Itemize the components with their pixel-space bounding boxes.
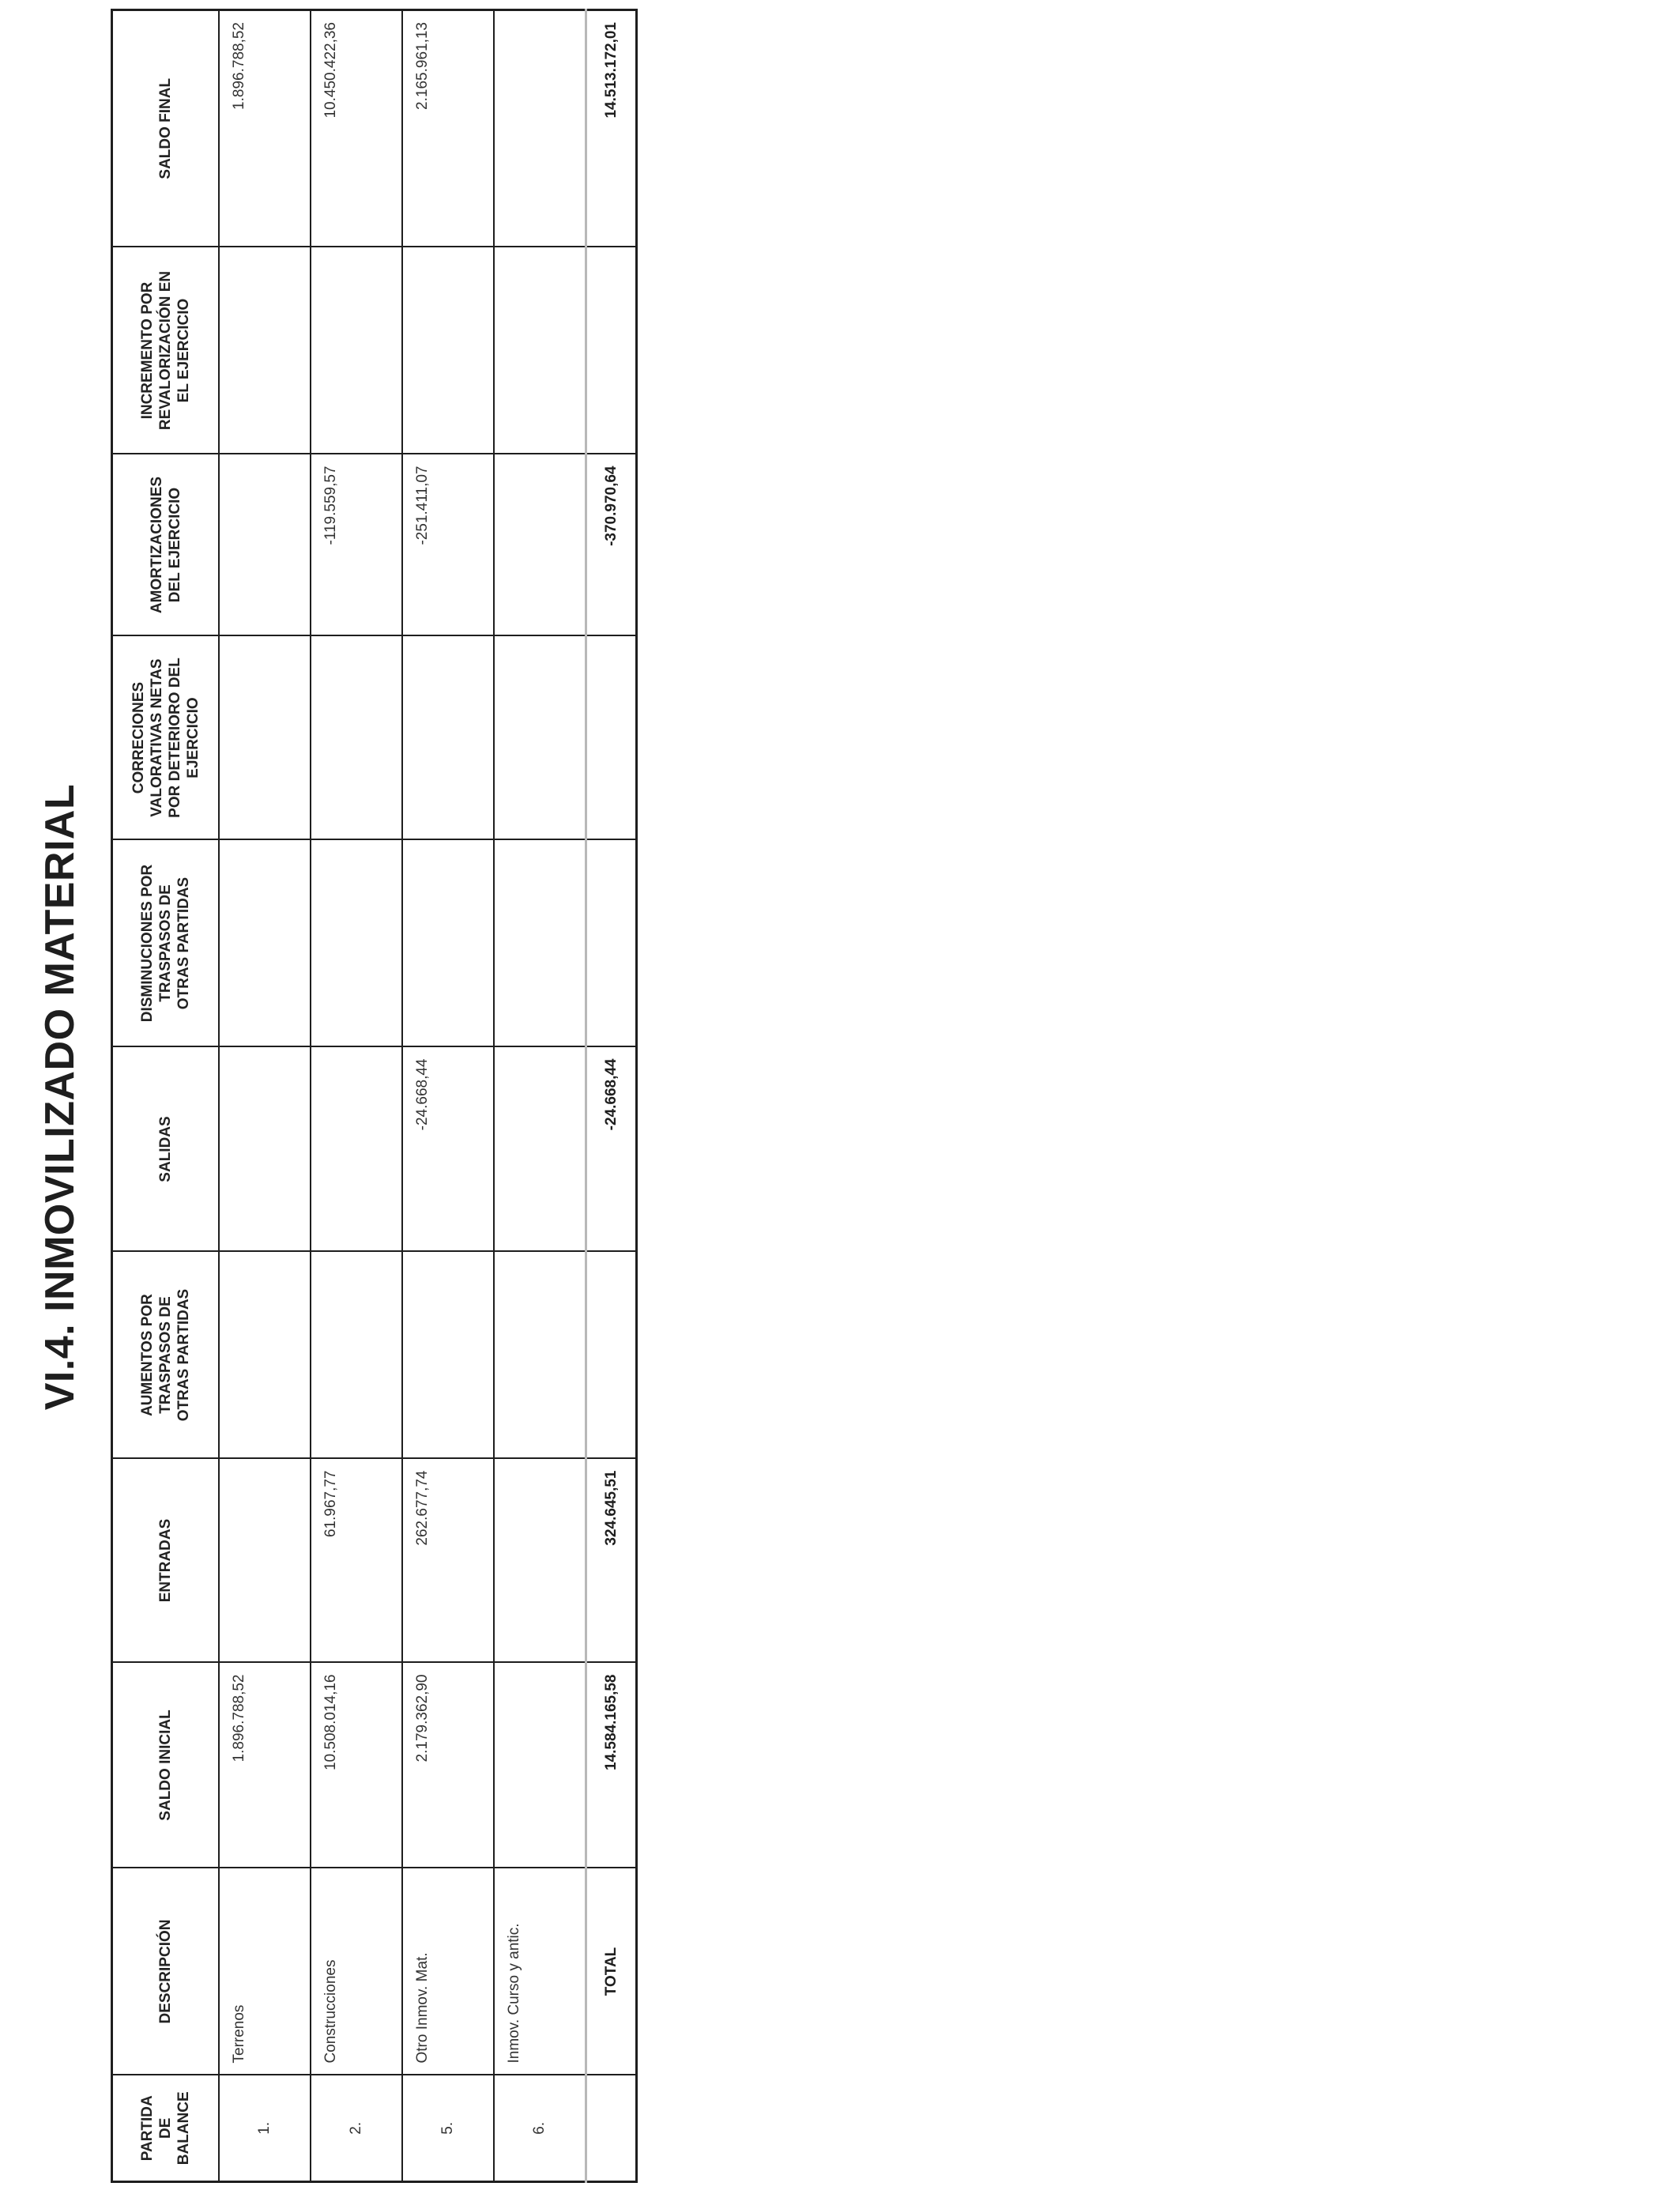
cell-amortizaciones	[494, 454, 586, 636]
cell-descripcion: Otro Inmov. Mat.	[402, 1868, 494, 2075]
total-row	[586, 10, 637, 2182]
cell-incremento-revalorizacion	[494, 247, 586, 454]
cell-disminuciones-traspasos	[219, 840, 311, 1047]
header-amortizaciones: AMORTIZACIONES DEL EJERCICIO	[112, 454, 220, 636]
cell-saldo-inicial: 2.179.362,90	[402, 1663, 494, 1868]
cell-saldo-final: 2.165.961,13	[402, 10, 494, 247]
cell-partida: 6.	[494, 2075, 586, 2182]
cell-aumentos-traspasos	[402, 1252, 494, 1459]
cell-amortizaciones: -119.559,57	[311, 454, 402, 636]
cell-aumentos-traspasos	[494, 1252, 586, 1459]
cell-total-blank	[586, 2075, 637, 2182]
cell-total-salidas: -24.668,44	[586, 1047, 637, 1252]
cell-disminuciones-traspasos	[402, 840, 494, 1047]
cell-disminuciones-traspasos	[494, 840, 586, 1047]
cell-incremento-revalorizacion	[311, 247, 402, 454]
table-row	[494, 10, 586, 2182]
cell-saldo-final: 10.450.422,36	[311, 10, 402, 247]
cell-incremento-revalorizacion	[219, 247, 311, 454]
cell-partida: 5.	[402, 2075, 494, 2182]
cell-descripcion: Construcciones	[311, 1868, 402, 2075]
cell-correcciones	[494, 636, 586, 840]
cell-total-aumentos-traspasos	[586, 1252, 637, 1459]
cell-descripcion: Inmov. Curso y antic.	[494, 1868, 586, 2075]
cell-total-incremento-revalorizacion	[586, 247, 637, 454]
cell-salidas	[219, 1047, 311, 1252]
cell-total-entradas: 324.645,51	[586, 1459, 637, 1663]
header-aumentos-traspasos: AUMENTOS POR TRASPASOS DE OTRAS PARTIDAS	[112, 1252, 220, 1459]
cell-total-correcciones	[586, 636, 637, 840]
header-saldo-final: SALDO FINAL	[112, 10, 220, 247]
cell-saldo-inicial: 1.896.788,52	[219, 1663, 311, 1868]
cell-total-saldo-final: 14.513.172,01	[586, 10, 637, 247]
table-row	[402, 10, 494, 2182]
cell-total-amortizaciones: -370.970,64	[586, 454, 637, 636]
header-salidas: SALIDAS	[112, 1047, 220, 1252]
cell-total-saldo-inicial: 14.584.165,58	[586, 1663, 637, 1868]
cell-total-disminuciones-traspasos	[586, 840, 637, 1047]
page-title: VI.4. INMOVILIZADO MATERIAL	[37, 783, 83, 1411]
header-incremento-revalorizacion: INCREMENTO POR REVALORIZACIÓN EN EL EJERCICIO	[112, 247, 220, 454]
cell-saldo-inicial	[494, 1663, 586, 1868]
cell-amortizaciones	[219, 454, 311, 636]
header-disminuciones-traspasos: DISMINUCIONES POR TRASPASOS DE OTRAS PARTIDAS	[112, 840, 220, 1047]
cell-partida: 1.	[219, 2075, 311, 2182]
header-entradas: ENTRADAS	[112, 1459, 220, 1663]
cell-total-label: TOTAL	[586, 1868, 637, 2075]
header-partida: PARTIDA DE BALANCE	[112, 2075, 220, 2182]
cell-saldo-inicial: 10.508.014,16	[311, 1663, 402, 1868]
header-correcciones: CORRECIONES VALORATIVAS NETAS POR DETERIORO DEL EJERCICIO	[112, 636, 220, 840]
cell-aumentos-traspasos	[311, 1252, 402, 1459]
inmovilizado-material-table	[111, 9, 638, 2183]
cell-descripcion: Terrenos	[219, 1868, 311, 2075]
cell-entradas: 262.677,74	[402, 1459, 494, 1663]
cell-entradas	[494, 1459, 586, 1663]
cell-entradas: 61.967,77	[311, 1459, 402, 1663]
cell-partida: 2.	[311, 2075, 402, 2182]
cell-salidas	[494, 1047, 586, 1252]
cell-disminuciones-traspasos	[311, 840, 402, 1047]
cell-salidas: -24.668,44	[402, 1047, 494, 1252]
cell-correcciones	[402, 636, 494, 840]
cell-correcciones	[311, 636, 402, 840]
cell-entradas	[219, 1459, 311, 1663]
table-row	[311, 10, 402, 2182]
cell-correcciones	[219, 636, 311, 840]
header-row	[112, 10, 220, 2182]
cell-incremento-revalorizacion	[402, 247, 494, 454]
cell-salidas	[311, 1047, 402, 1252]
cell-aumentos-traspasos	[219, 1252, 311, 1459]
cell-saldo-final: 1.896.788,52	[219, 10, 311, 247]
header-descripcion: DESCRIPCIÓN	[112, 1868, 220, 2075]
table-row	[219, 10, 311, 2182]
cell-saldo-final	[494, 10, 586, 247]
cell-amortizaciones: -251.411,07	[402, 454, 494, 636]
header-saldo-inicial: SALDO INICIAL	[112, 1663, 220, 1868]
